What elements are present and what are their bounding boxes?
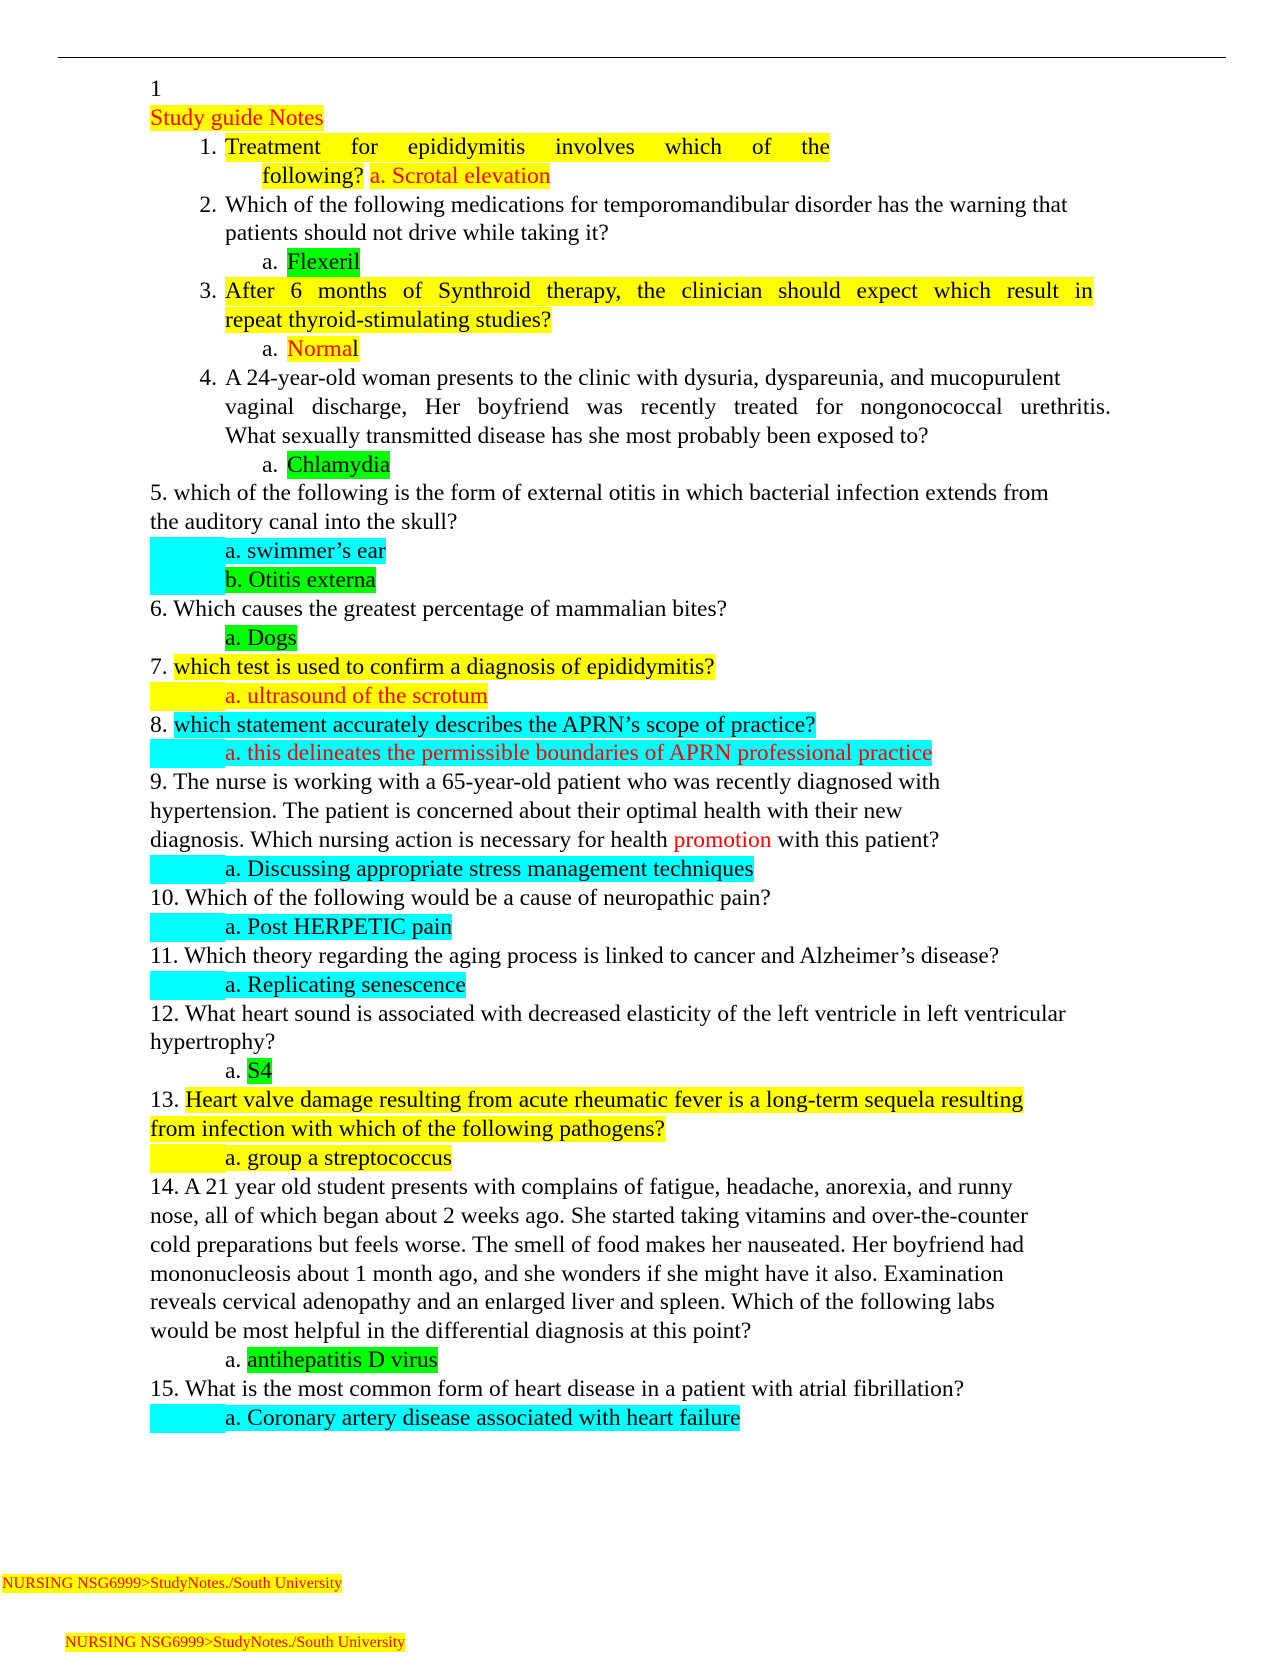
answer-12: a. S4 (225, 1058, 273, 1085)
question-13-line-2: from infection with which of the following pathogens? (150, 1116, 665, 1143)
answer-5b: b. Otitis externa (150, 566, 1150, 595)
question-12-line-2: hypertrophy? (150, 1029, 276, 1056)
answer-3: a. Normal (262, 336, 359, 363)
footer-watermark-1: NURSING NSG6999>StudyNotes./South University (2, 1575, 343, 1592)
question-2-line-1: 2. Which of the following medications for temporomandibular disorder has the warning that (199, 191, 1068, 218)
question-14-line-2: nose, all of which began about 2 weeks ago. She started taking vitamins and over-the-counter (150, 1202, 1028, 1229)
answer-13: a. group a streptococcus (150, 1144, 1150, 1173)
page-number: 1 (150, 76, 162, 102)
page-title: Study guide Notes (150, 104, 324, 131)
answer-9: a. Discussing appropriate stress management techniques (150, 855, 1150, 884)
answer-15: a. Coronary artery disease associated with heart failure (150, 1404, 1150, 1433)
question-14-line-1: 14. A 21 year old student presents with complains of fatigue, headache, anorexia, and runny (150, 1173, 1013, 1200)
question-7: 7. which test is used to confirm a diagnosis of epididymitis? (150, 653, 715, 680)
answer-6: a. Dogs (225, 624, 297, 651)
question-4-line-2: vaginal discharge, Her boyfriend was recently treated for nongonococcal urethritis. (225, 393, 1111, 420)
question-5-line-2: the auditory canal into the skull? (150, 509, 458, 536)
answer-14: a. antihepatitis D virus (225, 1347, 438, 1374)
question-9-line-1: 9. The nurse is working with a 65-year-old patient who was recently diagnosed with (150, 769, 941, 796)
question-1-words: Treatment for epididymitis involves which of the (225, 133, 830, 160)
answer-10: a. Post HERPETIC pain (150, 913, 1150, 942)
answer-8: a. this delineates the permissible boundaries of APRN professional practice (150, 739, 1150, 768)
question-5-line-1: 5. which of the following is the form of external otitis in which bacterial infection extends from (150, 480, 1049, 507)
question-9-line-3: diagnosis. Which nursing action is necessary for health promotion with this patient? (150, 827, 940, 854)
question-12-line-1: 12. What heart sound is associated with decreased elasticity of the left ventricle in left ventricular (150, 1000, 1066, 1027)
question-15: 15. What is the most common form of heart disease in a patient with atrial fibrillation? (150, 1376, 965, 1403)
question-3-line-2: repeat thyroid-stimulating studies? (225, 307, 552, 334)
header-rule (58, 57, 1226, 58)
question-6: 6. Which causes the greatest percentage of mammalian bites? (150, 596, 728, 623)
answer-2: a. Flexeril (262, 249, 361, 276)
study-guide-body (150, 75, 1150, 1433)
answer-4: a. Chlamydia (262, 451, 391, 478)
answer-1: a. Scrotal elevation (369, 162, 551, 189)
question-10: 10. Which of the following would be a cause of neuropathic pain? (150, 884, 771, 911)
answer-5a: a. swimmer’s ear (150, 537, 1150, 566)
question-2-line-2: patients should not drive while taking it? (225, 220, 609, 247)
question-4-line-3: What sexually transmitted disease has she most probably been exposed to? (225, 422, 929, 449)
question-1-line-2: following? a. Scrotal elevation (262, 162, 551, 189)
question-14-line-6: would be most helpful in the differential diagnosis at this point? (150, 1318, 752, 1345)
question-1-line-1: 1. Treatment for epididymitis involves which of the (199, 133, 830, 160)
question-3-line-1: 3. After 6 months of Synthroid therapy, the clinician should expect which result in (199, 278, 1093, 305)
question-11: 11. Which theory regarding the aging process is linked to cancer and Alzheimer’s disease? (150, 942, 1000, 969)
question-13-line-1: 13. Heart valve damage resulting from acute rheumatic fever is a long-term sequela resulting (150, 1087, 1024, 1114)
answer-11: a. Replicating senescence (150, 971, 1150, 1000)
footer-watermark-2: NURSING NSG6999>StudyNotes./South University (65, 1634, 406, 1651)
question-14-line-4: mononucleosis about 1 month ago, and she wonders if she might have it also. Examination (150, 1260, 1004, 1287)
question-9-line-2: hypertension. The patient is concerned about their optimal health with their new (150, 798, 903, 825)
question-8: 8. which statement accurately describes the APRN’s scope of practice? (150, 711, 816, 738)
question-14-line-5: reveals cervical adenopathy and an enlarged liver and spleen. Which of the following labs (150, 1289, 995, 1316)
answer-7: a. ultrasound of the scrotum (150, 682, 1150, 711)
question-14-line-3: cold preparations but feels worse. The smell of food makes her nauseated. Her boyfriend had (150, 1231, 1024, 1258)
question-3-words: After 6 months of Synthroid therapy, the clinician should expect which result in (225, 278, 1093, 305)
question-4-line-1: 4. A 24-year-old woman presents to the clinic with dysuria, dyspareunia, and mucopurulent (199, 364, 1061, 391)
